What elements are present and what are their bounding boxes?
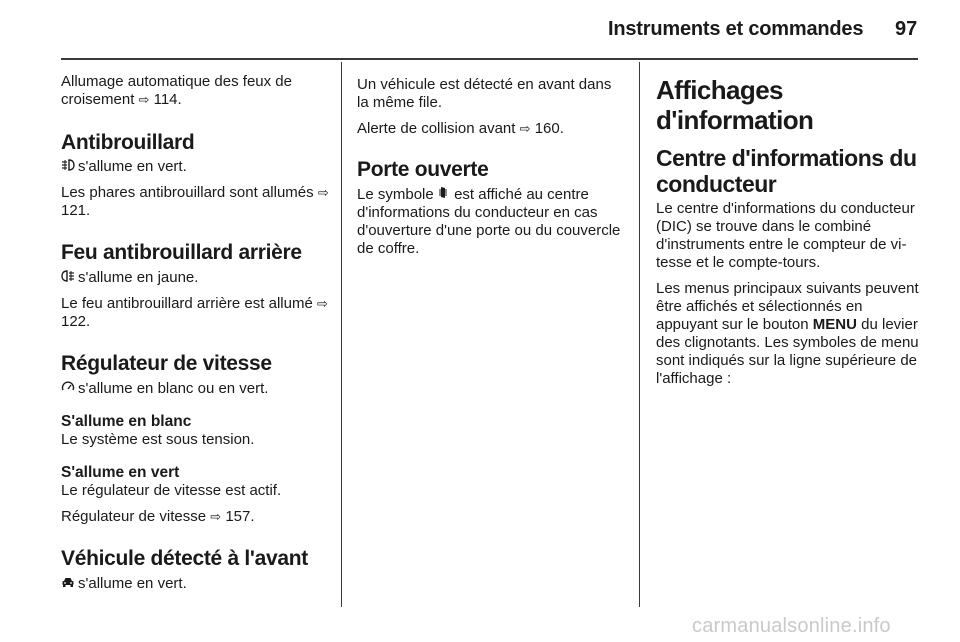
green-text: Le régulateur de vitesse est actif. bbox=[61, 482, 282, 499]
column-middle bbox=[357, 62, 625, 258]
door-text: Le symbole est affiché au centre d'informations du conducteur en cas d'ouverture d'une porte ou du couvercle de coffre. bbox=[357, 186, 621, 257]
vehicle-status: s'allume en vert. bbox=[61, 574, 331, 593]
vehicle-ahead-icon bbox=[61, 574, 78, 592]
subheading-green: S'allume en vert bbox=[61, 464, 180, 481]
dic-paragraph-1: Le centre d'informations du conducteur (DIC) se trouve dans le combiné d'instruments entre le compteur de vitesse et le compte-tours. bbox=[656, 200, 915, 271]
column-left bbox=[61, 62, 331, 593]
dic-paragraph-2: Les menus principaux suivants peuvent être affichés et sélectionnés en appuyant sur le bouton MENU du levier des clignotants. Les symboles de menu sont indiqués sur la ligne supérieure de l'affichage : bbox=[656, 280, 919, 387]
white-text: Le système est sous tension. bbox=[61, 431, 255, 448]
rear-fog-description: Le feu antibrouillard arrière est allumé ⇨ 122. bbox=[61, 295, 328, 330]
column-right bbox=[656, 62, 922, 388]
fog-status: s'allume en vert. bbox=[61, 157, 331, 176]
section-heading-info-displays: Affichages d'information bbox=[656, 75, 814, 135]
cruise-control-icon bbox=[61, 379, 78, 397]
cruise-status: s'allume en blanc ou en vert. bbox=[61, 379, 331, 398]
page-title: Instruments et commandes bbox=[608, 18, 864, 40]
page-number: 97 bbox=[895, 18, 918, 40]
header-rule bbox=[61, 58, 918, 60]
ref-arrow-icon: ⇨ bbox=[210, 509, 222, 524]
page-header bbox=[0, 0, 960, 62]
ref-arrow-icon: ⇨ bbox=[317, 185, 329, 200]
column-divider bbox=[639, 62, 640, 607]
subheading-dic: Centre d'informations du conducteur bbox=[656, 145, 917, 197]
rear-fog-light-icon bbox=[61, 268, 78, 286]
intro-paragraph: Allumage automatique des feux de croisement ⇨ 114. bbox=[61, 73, 292, 108]
collision-reference: Alerte de collision avant ⇨ 160. bbox=[357, 120, 564, 137]
fog-description: Les phares antibrouillard sont allumés ⇨ 121. bbox=[61, 184, 329, 219]
section-heading-rear-fog: Feu antibrouillard arrière bbox=[61, 241, 302, 264]
column-divider bbox=[341, 62, 342, 607]
rear-fog-status: s'allume en jaune. bbox=[61, 268, 331, 287]
vehicle-continued: Un véhicule est détecté en avant dans la même file. bbox=[357, 76, 612, 111]
front-fog-light-icon bbox=[61, 157, 78, 175]
open-door-icon bbox=[438, 185, 450, 203]
section-heading-door: Porte ouverte bbox=[357, 158, 489, 181]
watermark: carmanualsonline.info bbox=[692, 615, 891, 637]
cruise-reference: Régulateur de vitesse ⇨ 157. bbox=[61, 508, 255, 525]
ref-arrow-icon: ⇨ bbox=[316, 296, 328, 311]
ref-arrow-icon: ⇨ bbox=[138, 92, 150, 107]
subheading-white: S'allume en blanc bbox=[61, 413, 192, 430]
menu-button-label: MENU bbox=[812, 316, 857, 333]
ref-arrow-icon: ⇨ bbox=[519, 121, 531, 136]
section-heading-vehicle: Véhicule détecté à l'avant bbox=[61, 547, 308, 570]
section-heading-fog: Antibrouillard bbox=[61, 131, 195, 154]
section-heading-cruise: Régulateur de vitesse bbox=[61, 352, 272, 375]
